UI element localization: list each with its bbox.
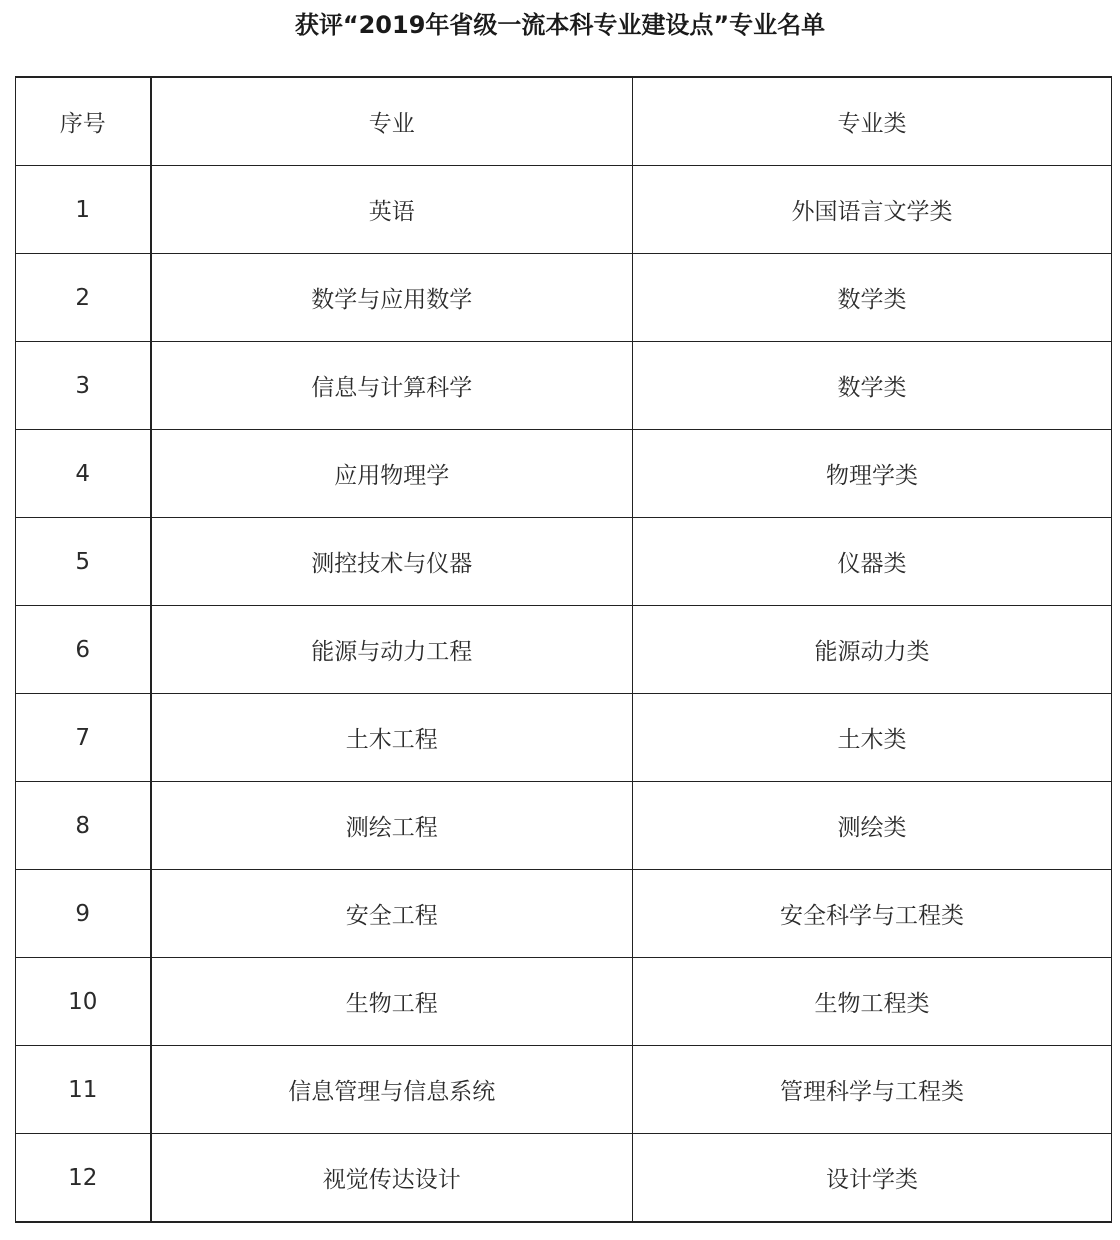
table-row xyxy=(16,870,1112,958)
table-row xyxy=(16,342,1112,430)
cell-category: 外国语言文学类 xyxy=(633,166,1112,254)
cell-category: 安全科学与工程类 xyxy=(633,870,1112,958)
cell-category: 生物工程类 xyxy=(633,958,1112,1046)
cell-category: 数学类 xyxy=(633,254,1112,342)
cell-seq: 10 xyxy=(16,958,151,1046)
cell-major: 生物工程 xyxy=(151,958,633,1046)
table-row xyxy=(16,430,1112,518)
table-row xyxy=(16,958,1112,1046)
cell-major: 视觉传达设计 xyxy=(151,1134,633,1223)
table-row xyxy=(16,606,1112,694)
cell-category: 土木类 xyxy=(633,694,1112,782)
cell-seq: 7 xyxy=(16,694,151,782)
table-row xyxy=(16,694,1112,782)
cell-category: 能源动力类 xyxy=(633,606,1112,694)
cell-seq: 12 xyxy=(16,1134,151,1223)
cell-category: 仪器类 xyxy=(633,518,1112,606)
cell-category: 数学类 xyxy=(633,342,1112,430)
table-row xyxy=(16,166,1112,254)
cell-major: 应用物理学 xyxy=(151,430,633,518)
cell-major: 信息与计算科学 xyxy=(151,342,633,430)
table-row xyxy=(16,518,1112,606)
cell-major: 能源与动力工程 xyxy=(151,606,633,694)
cell-seq: 5 xyxy=(16,518,151,606)
cell-major: 安全工程 xyxy=(151,870,633,958)
cell-category: 设计学类 xyxy=(633,1134,1112,1223)
header-major: 专业 xyxy=(151,77,633,166)
table-row xyxy=(16,1046,1112,1134)
cell-seq: 8 xyxy=(16,782,151,870)
table-row xyxy=(16,254,1112,342)
cell-major: 英语 xyxy=(151,166,633,254)
cell-seq: 9 xyxy=(16,870,151,958)
table-header-row xyxy=(16,77,1112,166)
cell-seq: 1 xyxy=(16,166,151,254)
cell-seq: 6 xyxy=(16,606,151,694)
cell-seq: 4 xyxy=(16,430,151,518)
majors-table xyxy=(15,76,1112,1223)
cell-seq: 11 xyxy=(16,1046,151,1134)
cell-category: 物理学类 xyxy=(633,430,1112,518)
table-row xyxy=(16,1134,1112,1223)
header-category: 专业类 xyxy=(633,77,1112,166)
page-title: 获评“2019年省级一流本科专业建设点”专业名单 xyxy=(294,11,826,39)
cell-category: 管理科学与工程类 xyxy=(633,1046,1112,1134)
cell-major: 数学与应用数学 xyxy=(151,254,633,342)
cell-major: 测控技术与仪器 xyxy=(151,518,633,606)
cell-seq: 3 xyxy=(16,342,151,430)
cell-category: 测绘类 xyxy=(633,782,1112,870)
cell-major: 土木工程 xyxy=(151,694,633,782)
cell-major: 信息管理与信息系统 xyxy=(151,1046,633,1134)
cell-major: 测绘工程 xyxy=(151,782,633,870)
table-row xyxy=(16,782,1112,870)
cell-seq: 2 xyxy=(16,254,151,342)
header-seq: 序号 xyxy=(16,77,151,166)
